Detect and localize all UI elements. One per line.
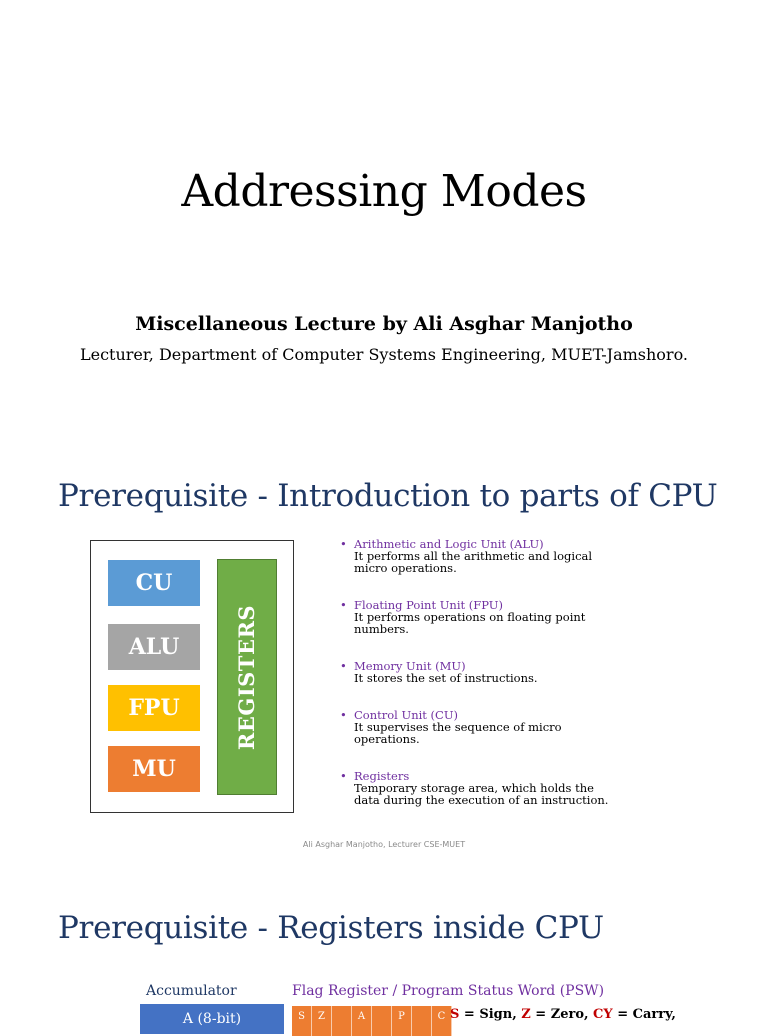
legend-key: Z	[521, 1007, 531, 1022]
bullet-description: It stores the set of instructions.	[354, 671, 538, 685]
flag-bit	[372, 1006, 392, 1036]
bullet-icon: •	[340, 708, 347, 722]
accumulator-label: Accumulator	[146, 983, 237, 999]
legend-value: = Zero,	[530, 1007, 594, 1022]
list-item	[340, 770, 640, 806]
flag-bit	[332, 1006, 352, 1036]
cpu-parts-list	[340, 538, 640, 831]
flag-register-bits	[292, 1006, 452, 1036]
flag-bit: P	[392, 1006, 412, 1036]
legend-value: = Carry,	[612, 1007, 676, 1022]
cpu-parts-heading: Prerequisite - Introduction to parts of CPU	[58, 478, 718, 514]
list-item	[340, 660, 640, 684]
bullet-icon: •	[340, 659, 347, 673]
bullet-title: Floating Point Unit (FPU)	[354, 598, 503, 612]
bullet-title: Control Unit (CU)	[354, 708, 459, 722]
legend-value: = Sign,	[459, 1007, 522, 1022]
registers-heading: Prerequisite - Registers inside CPU	[58, 910, 604, 946]
slide-title: Addressing Modes	[181, 166, 587, 217]
bullet-title: Arithmetic and Logic Unit (ALU)	[354, 537, 544, 551]
list-item	[340, 599, 640, 635]
list-item	[340, 538, 640, 574]
legend-key: S	[450, 1007, 460, 1022]
cu-block: CU	[108, 560, 200, 606]
bullet-title: Memory Unit (MU)	[354, 659, 466, 673]
bullet-icon: •	[340, 598, 347, 612]
bullet-description: It performs all the arithmetic and logical micro operations.	[354, 549, 593, 575]
fpu-block: FPU	[108, 685, 200, 731]
flag-register-label: Flag Register / Program Status Word (PSW)	[292, 983, 605, 999]
bullet-description: Temporary storage area, which holds the data during the execution of an instruction.	[354, 781, 609, 807]
flag-bit: S	[292, 1006, 312, 1036]
flag-bit: C	[432, 1006, 452, 1036]
registers-block	[217, 559, 277, 795]
bullet-icon: •	[340, 769, 347, 783]
legend-key: CY	[593, 1007, 613, 1022]
bullet-description: It performs operations on floating point numbers.	[354, 610, 586, 636]
lecture-subtitle: Miscellaneous Lecture by Ali Asghar Manjotho	[135, 313, 633, 335]
flag-bit: A	[352, 1006, 372, 1036]
affiliation-text: Lecturer, Department of Computer Systems Engineering, MUET-Jamshoro.	[79, 345, 689, 364]
alu-block: ALU	[108, 624, 200, 670]
mu-block: MU	[108, 746, 200, 792]
bullet-description: It supervises the sequence of micro operations.	[354, 720, 562, 746]
flag-bit: Z	[312, 1006, 332, 1036]
flag-bit	[412, 1006, 432, 1036]
registers-label: REGISTERS	[234, 604, 260, 750]
accumulator-box: A (8-bit)	[140, 1004, 284, 1034]
bullet-title: Registers	[354, 769, 410, 783]
flag-legend	[450, 1007, 676, 1022]
slide-footer: Ali Asghar Manjotho, Lecturer CSE-MUET	[302, 840, 466, 849]
bullet-icon: •	[340, 537, 347, 551]
list-item	[340, 709, 640, 745]
cpu-diagram	[90, 540, 294, 813]
